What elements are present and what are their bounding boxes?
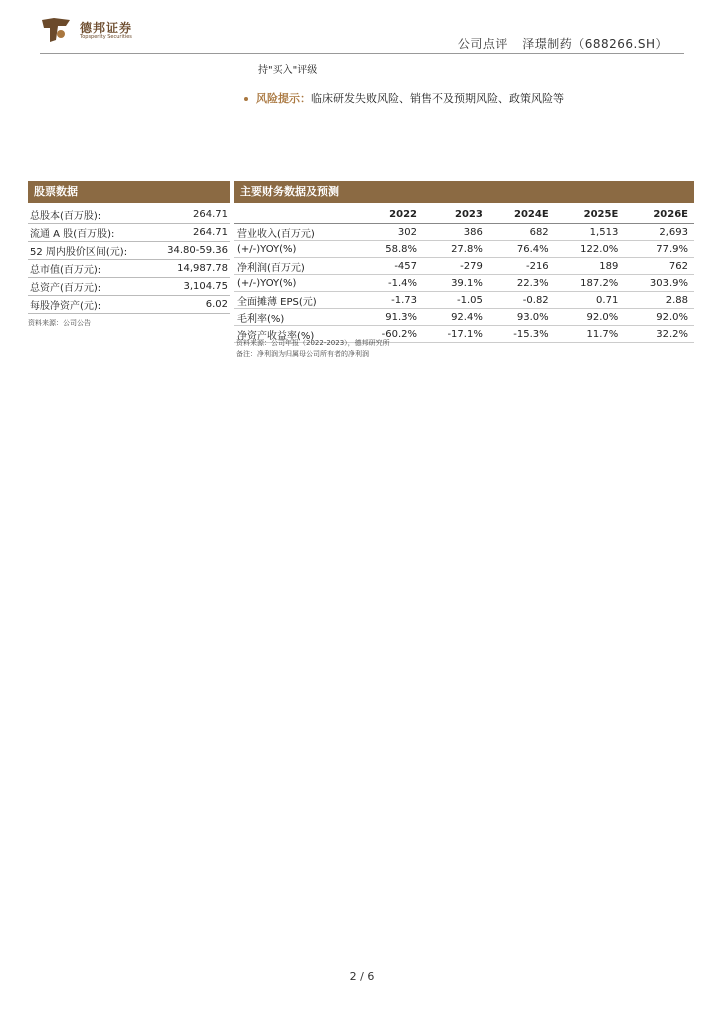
row-label: 总股本(百万股): [28,206,151,224]
cell: -1.05 [423,292,489,309]
risk-label: 风险提示： [256,92,311,105]
row-label: 52 周内股价区间(元): [28,242,151,260]
column-header: 2025E [555,206,625,224]
cell: 2.88 [624,292,694,309]
row-value: 6.02 [151,296,230,314]
metric-label: 全面摊薄 EPS(元) [234,292,357,309]
column-header: 2026E [624,206,694,224]
table-row [234,241,694,258]
row-label: 流通 A 股(百万股): [28,224,151,242]
table-row [28,260,230,278]
financials-source: 资料来源：公司年报（2022-2023），德邦研究所 [236,339,390,347]
cell: -1.4% [357,275,423,292]
metric-label: 净资产收益率(%) [234,326,357,343]
cell: 303.9% [624,275,694,292]
cell: -60.2% [357,326,423,343]
table-row [234,224,694,241]
cell: 0.71 [555,292,625,309]
brand-name-en: Topsperity Securities [80,34,132,40]
table-row [28,278,230,296]
cell: -279 [423,258,489,275]
row-value: 34.80-59.36 [151,242,230,260]
cell: 92.4% [423,309,489,326]
stock-data-source: 资料来源：公司公告 [28,319,91,327]
company-name: 泽璟制药（688266.SH） [522,37,668,51]
financials-table [234,206,694,343]
metric-label: (+/-)YOY(%) [234,241,357,258]
cell: 187.2% [555,275,625,292]
cell: 93.0% [489,309,555,326]
row-value: 264.71 [151,224,230,242]
metric-label: 毛利率(%) [234,309,357,326]
table-header-row [234,206,694,224]
cell: 92.0% [624,309,694,326]
cell: 386 [423,224,489,241]
cell: 27.8% [423,241,489,258]
table-row [28,296,230,314]
stock-data-table [28,206,230,314]
cell: 22.3% [489,275,555,292]
metric-label: 净利润(百万元) [234,258,357,275]
stock-data-title: 股票数据 [28,181,230,203]
table-row [234,258,694,275]
column-header [234,206,357,224]
metric-label: (+/-)YOY(%) [234,275,357,292]
cell: 1,513 [555,224,625,241]
risk-text: 临床研发失败风险、销售不及预期风险、政策风险等 [311,92,564,105]
cell: 91.3% [357,309,423,326]
brand-name-cn: 德邦证券 [80,21,133,35]
cell: 189 [555,258,625,275]
table-row [234,292,694,309]
financials-title: 主要财务数据及预测 [234,181,694,203]
cell: -216 [489,258,555,275]
cell: -1.73 [357,292,423,309]
cell: 302 [357,224,423,241]
header-divider [40,53,684,54]
row-value: 264.71 [151,206,230,224]
cell: 58.8% [357,241,423,258]
cell: 762 [624,258,694,275]
column-header: 2023 [423,206,489,224]
cell: 77.9% [624,241,694,258]
metric-label: 营业收入(百万元) [234,224,357,241]
row-label: 总资产(百万元): [28,278,151,296]
table-row [28,224,230,242]
financials-note: 备注：净利润为归属母公司所有者的净利润 [236,350,369,358]
column-header: 2022 [357,206,423,224]
cell: 11.7% [555,326,625,343]
risk-warning [244,90,564,106]
cell: 2,693 [624,224,694,241]
row-label: 每股净资产(元): [28,296,151,314]
cell: -457 [357,258,423,275]
row-label: 总市值(百万元): [28,260,151,278]
cell: -0.82 [489,292,555,309]
row-value: 3,104.75 [151,278,230,296]
page-number: 2 / 6 [349,970,375,983]
cell: -15.3% [489,326,555,343]
cell: -17.1% [423,326,489,343]
rating-line: 持"买入"评级 [258,65,318,76]
table-row [234,309,694,326]
brand-logo-icon [40,16,72,44]
report-type: 公司点评 [457,37,508,51]
cell: 39.1% [423,275,489,292]
cell: 32.2% [624,326,694,343]
cell: 92.0% [555,309,625,326]
bullet-icon [244,97,248,101]
cell: 682 [489,224,555,241]
row-value: 14,987.78 [151,260,230,278]
table-row [28,242,230,260]
column-header: 2024E [489,206,555,224]
table-row [234,275,694,292]
table-row [28,206,230,224]
cell: 122.0% [555,241,625,258]
report-header [448,35,668,52]
cell: 76.4% [489,241,555,258]
